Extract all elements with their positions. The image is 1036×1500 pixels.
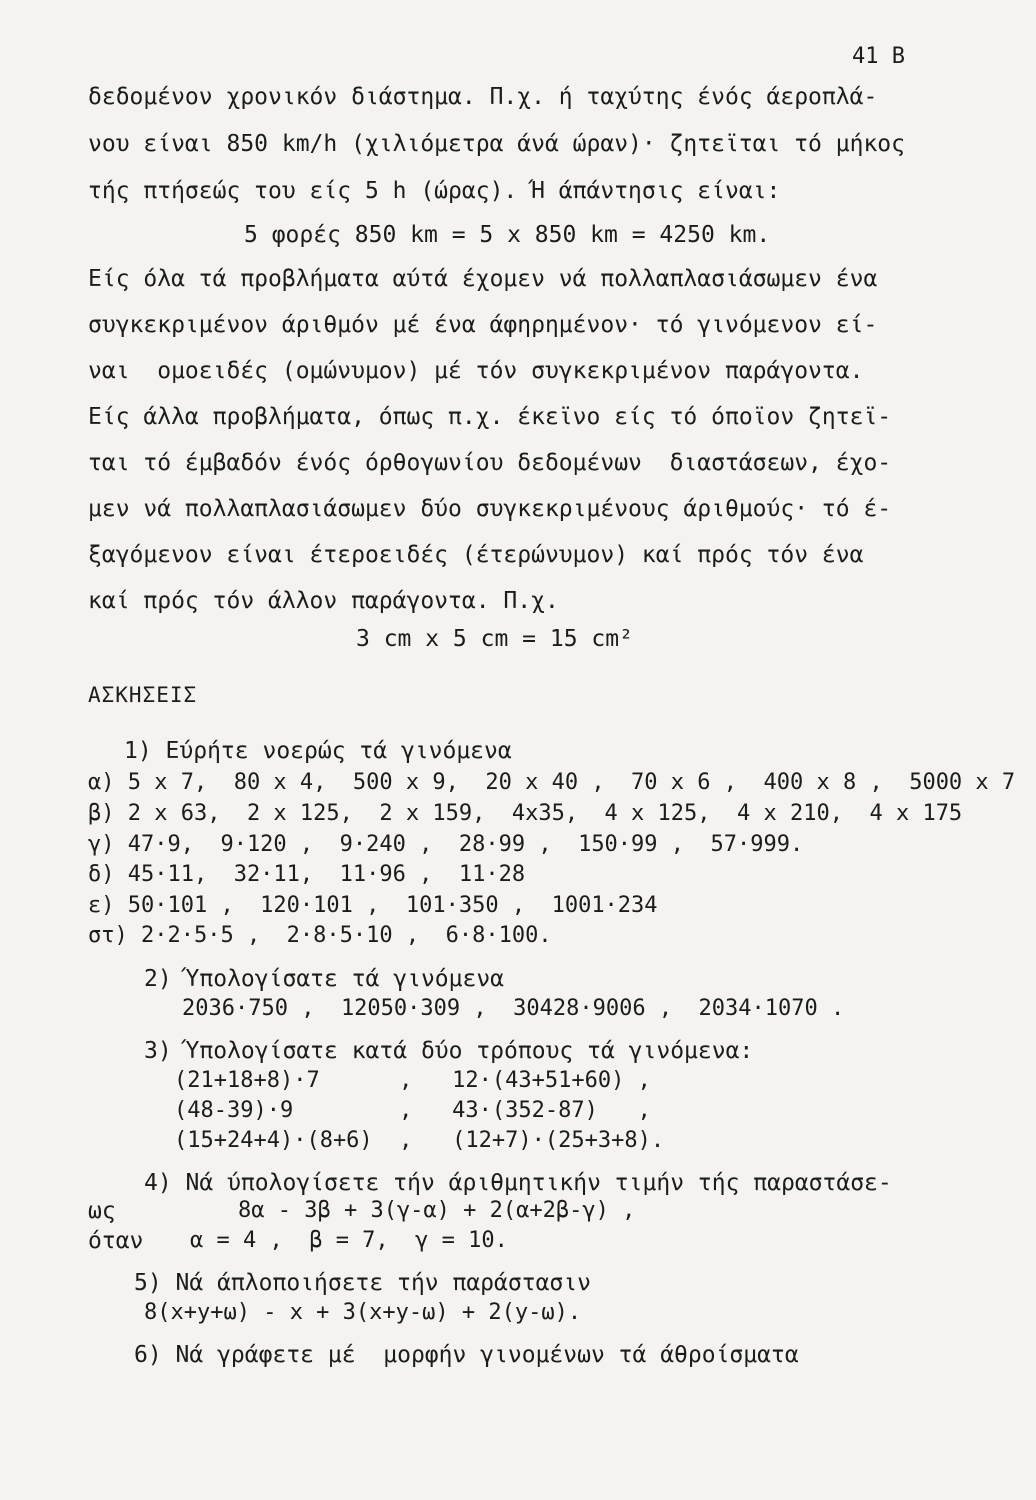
exercise-item: 4) Νά ύπολογίσετε τήν άριθμητικήν τιμήν τής παραστάσε- xyxy=(144,1170,892,1196)
text-line: μεν νά πολλαπλασιάσωμεν δύο συγκεκριμένους άριθμούς· τό έ- xyxy=(88,496,892,522)
exercise-item: γ) 47·9, 9·120 , 9·240 , 28·99 , 150·99 , 57·999. xyxy=(88,832,804,857)
text-line: καί πρός τόν άλλον παράγοντα. Π.χ. xyxy=(88,588,559,614)
exercise-item: 2) Ύπολογίσατε τά γινόμενα xyxy=(144,966,505,992)
exercise-item: 6) Νά γράφετε μέ μορφήν γινομένων τά άθροίσματα xyxy=(134,1342,799,1368)
exercise-item: 5) Νά άπλοποιήσετε τήν παράστασιν xyxy=(134,1270,591,1296)
exercise-item: δ) 45·11, 32·11, 11·96 , 11·28 xyxy=(88,862,526,887)
exercise-item: (15+24+4)·(8+6) , (12+7)·(25+3+8). xyxy=(174,1128,665,1153)
formula-line: 5 φορές 850 km = 5 x 850 km = 4250 km. xyxy=(244,222,771,248)
exercise-item: 2036·750 , 12050·309 , 30428·9006 , 2034·1070 . xyxy=(182,996,845,1021)
exercise-item: β) 2 x 63, 2 x 125, 2 x 159, 4x35, 4 x 125, 4 x 210, 4 x 175 xyxy=(88,801,963,826)
page-number: 41 B xyxy=(852,44,905,69)
exercise-item: α = 4 , β = 7, γ = 10. xyxy=(190,1228,508,1253)
text-line: τής πτήσεώς του είς 5 h (ώρας). Ή άπάντησις είναι: xyxy=(88,178,781,204)
text-line: ται τό έμβαδόν ένός όρθογωνίου δεδομένων διαστάσεων, έχο- xyxy=(88,450,892,476)
exercise-item: 8α - 3β + 3(γ-α) + 2(α+2β-γ) , xyxy=(238,1198,636,1223)
exercise-item: 3) Ύπολογίσατε κατά δύο τρόπους τά γινόμενα: xyxy=(144,1038,754,1064)
text-line: δεδομένον χρονικόν διάστημα. Π.χ. ή ταχύτης ένός άεροπλά- xyxy=(88,84,878,110)
text-line: νου είναι 850 km/h (χιλιόμετρα άνά ώραν)· ζητεϊται τό μήκος xyxy=(88,131,905,157)
exercises-heading: ΑΣΚΗΣΕΙΣ xyxy=(88,683,198,707)
exercise-item: ως xyxy=(88,1198,116,1224)
exercise-item: 1) Εύρήτε νοερώς τά γινόμενα xyxy=(124,738,512,764)
exercise-item: όταν xyxy=(88,1228,144,1254)
text-line: συγκεκριμένον άριθμόν μέ ένα άφηρημένον· τό γινόμενον εί- xyxy=(88,312,878,338)
exercise-item: 8(x+y+ω) - x + 3(x+y-ω) + 2(y-ω). xyxy=(144,1300,582,1325)
exercise-item: (21+18+8)·7 , 12·(43+51+60) , xyxy=(174,1068,651,1093)
exercise-item: α) 5 x 7, 80 x 4, 500 x 9, 20 x 40 , 70 x 6 , 400 x 8 , 5000 x 7 xyxy=(88,770,1016,795)
exercise-item: στ) 2·2·5·5 , 2·8·5·10 , 6·8·100. xyxy=(88,923,552,948)
text-line: ναι ομοειδές (ομώνυμον) μέ τόν συγκεκριμένον παράγοντα. xyxy=(88,358,864,384)
exercise-item: (48-39)·9 , 43·(352-87) , xyxy=(174,1098,651,1123)
text-line: ξαγόμενον είναι έτεροειδές (έτερώνυμον) καί πρός τόν ένα xyxy=(88,542,864,568)
text-line: Είς άλλα προβλήματα, όπως π.χ. έκεϊνο είς τό όποϊον ζητεϊ- xyxy=(88,404,892,430)
exercise-item: ε) 50·101 , 120·101 , 101·350 , 1001·234 xyxy=(88,893,658,918)
text-line: Είς όλα τά προβλήματα αύτά έχομεν νά πολλαπλασιάσωμεν ένα xyxy=(88,266,878,292)
formula-line: 3 cm x 5 cm = 15 cm² xyxy=(356,626,633,652)
